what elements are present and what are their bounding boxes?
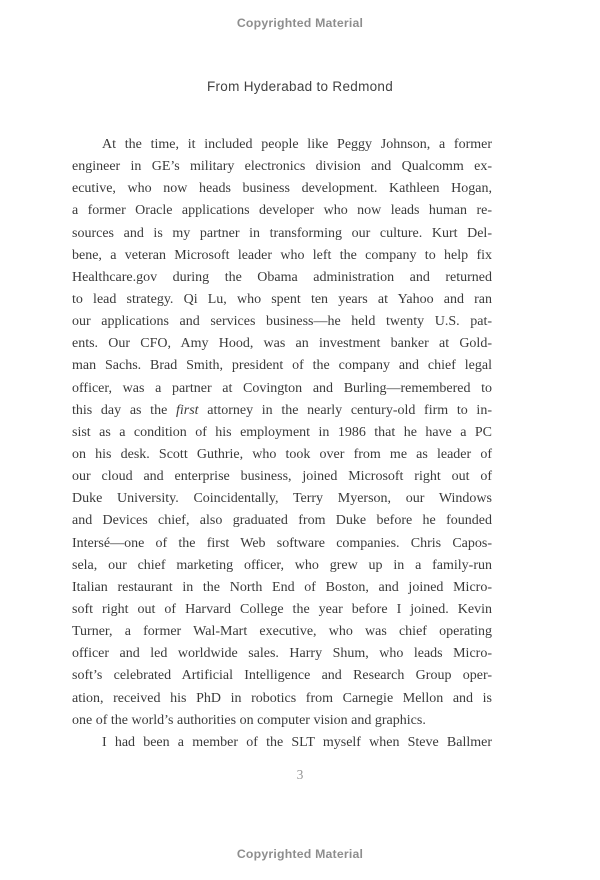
copyright-notice-bottom: Copyrighted Material [236, 847, 364, 861]
text-line: Intersé—one of the first Web software companies. Chris Capos- [72, 535, 492, 551]
text-line: one of the world’s authorities on computer vision and graphics. [72, 712, 426, 728]
text-line: Healthcare.gov during the Obama administration and returned [72, 269, 492, 285]
text-line: our applications and services business—he held twenty U.S. pat- [72, 314, 492, 330]
text-line: Italian restaurant in the North End of Boston, and joined Micro- [72, 579, 492, 595]
text-line: man Sachs. Brad Smith, president of the company and chief legal [72, 358, 492, 374]
text-line: I had been a member of the SLT myself when Steve Ballmer [102, 734, 492, 750]
text-line: officer and led worldwide sales. Harry Shum, who leads Micro- [72, 646, 492, 662]
text-line: ents. Our CFO, Amy Hood, was an investment banker at Gold- [72, 336, 492, 352]
text-line: soft right out of Harvard College the year before I joined. Kevin [72, 601, 492, 617]
text-line: At the time, it included people like Peggy Johnson, a former [102, 137, 492, 152]
text-line: engineer in GE’s military electronics division and Qualcomm ex- [72, 159, 492, 175]
page-number: 3 [296, 767, 304, 782]
text-line: Turner, a former Wal-Mart executive, who was chief operating [72, 624, 492, 640]
text-line: Duke University. Coincidentally, Terry Myerson, our Windows [72, 491, 492, 507]
text-line: ecutive, who now heads business development. Kathleen Hogan, [72, 181, 492, 197]
text-line: to lead strategy. Qi Lu, who spent ten years at Yahoo and ran [72, 291, 492, 307]
text-line: bene, a veteran Microsoft leader who left the company to help fix [72, 247, 492, 263]
copyright-notice-top: Copyrighted Material [236, 16, 364, 30]
text-line: sources and is my partner in transforming our culture. Kurt Del- [72, 225, 492, 241]
text-line: soft’s celebrated Artificial Intelligence and Research Group oper- [72, 668, 492, 684]
text-line: our cloud and enterprise business, joined Microsoft right out of [72, 469, 492, 485]
text-line: and Devices chief, also graduated from Duke before he founded [72, 513, 492, 529]
text-line: on his desk. Scott Guthrie, who took over from me as leader of [72, 446, 492, 462]
text-line: officer, was a partner at Covington and Burling—remembered to [72, 380, 492, 396]
text-line: this day as the first attorney in the nearly century-old firm to in- [72, 402, 492, 418]
text-line: sist as a condition of his employment in 1986 that he have a PC [72, 424, 492, 440]
text-line: ation, received his PhD in robotics from Carnegie Mellon and is [72, 690, 492, 706]
running-head: From Hyderabad to Redmond [206, 79, 394, 94]
body-text [72, 134, 492, 754]
text-line: a former Oracle applications developer who now leads human re- [72, 203, 492, 219]
text-line: sela, our chief marketing officer, who grew up in a family-run [72, 557, 492, 573]
